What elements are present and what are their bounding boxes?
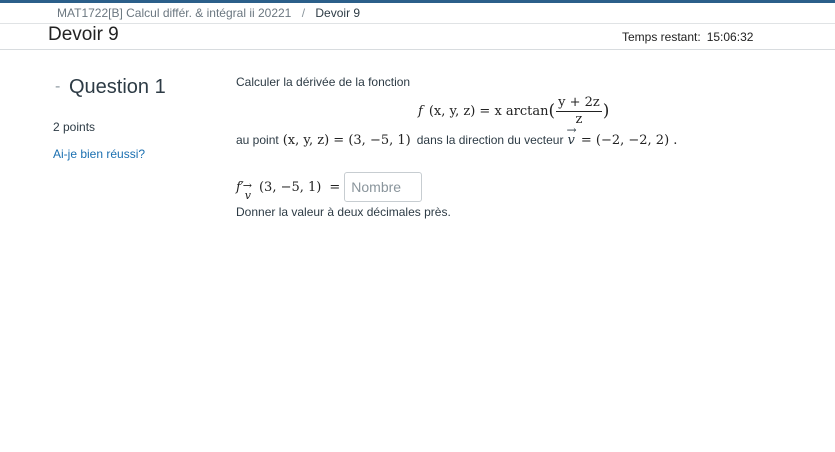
page-title: Devoir 9 [48,24,119,45]
answer-subscript: → v [242,178,252,202]
answer-input[interactable] [344,172,422,202]
formula-args: (x, y, z) = x arctan [428,103,549,119]
question-prompt: Calculer la dérivée de la fonction [236,75,411,89]
timer-label: Temps restant: [622,30,701,44]
formula-denominator: z [575,111,583,127]
point-math: (x, y, z) = (3, −5, 1) [282,133,411,148]
direction-text: dans la direction du vecteur [416,133,564,147]
vector-symbol: → v [566,123,577,148]
subscript-arrow-icon: → [242,178,252,192]
formula-close-paren: ) [602,101,610,121]
point-direction-line [236,123,683,148]
timer-value: 15:06:32 [706,30,754,44]
formula-numerator: y + 2z [558,94,600,110]
answer-point: (3, −5, 1) [258,179,322,195]
header-divider-bottom [0,49,835,50]
question-points: 2 points [53,120,96,134]
breadcrumb [57,6,360,20]
answer-row [236,172,422,202]
breadcrumb-course-link[interactable]: MAT1722[B] Calcul différ. & intégral ii 20221 [57,6,292,20]
vector-arrow-icon: → [566,123,577,137]
answer-equals: = [329,179,341,195]
breadcrumb-separator: / [301,6,306,20]
question-title: Question 1 [69,76,166,98]
top-accent-bar [0,0,835,3]
header-divider-top [0,23,835,24]
formula-lhs: f [418,103,423,119]
function-formula [418,94,609,128]
point-text: au point [236,133,279,147]
answer-lhs: f′ [236,179,244,195]
precision-note: Donner la valeur à deux décimales près. [236,205,451,219]
breadcrumb-current: Devoir 9 [315,6,361,20]
formula-open-paren: ( [548,101,556,121]
time-remaining [622,30,753,44]
formula-fraction [556,96,602,127]
vector-value: = (−2, −2, 2) . [580,133,678,148]
question-collapse-dash: - [55,78,61,95]
feedback-link[interactable]: Ai-je bien réussi? [53,147,146,161]
